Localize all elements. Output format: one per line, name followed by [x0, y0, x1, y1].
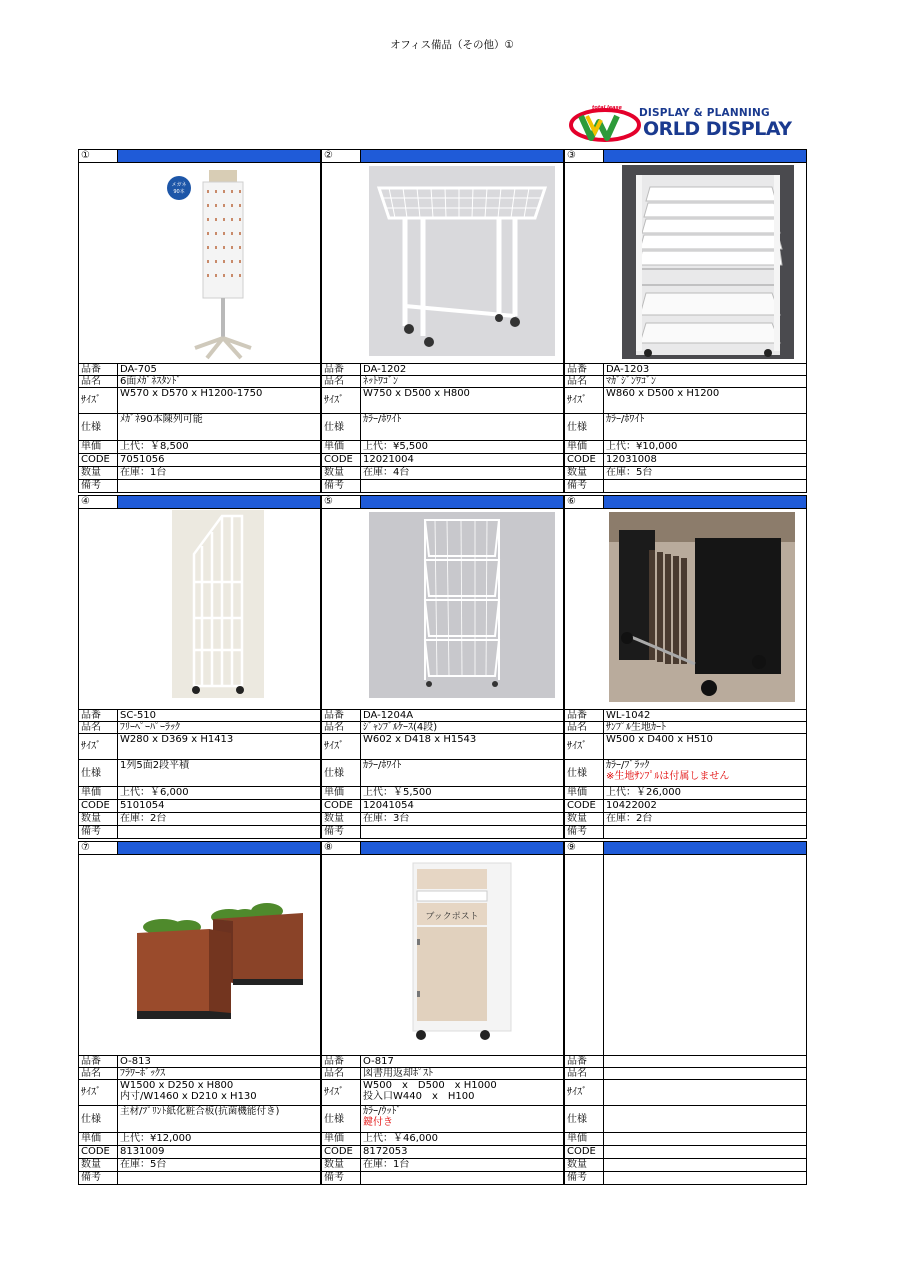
size-value	[603, 1079, 807, 1106]
suuryou-label: 数量	[321, 466, 361, 480]
shiyou-line-2: ※生地ｻﾝﾌﾟﾙは付属しません	[606, 771, 730, 782]
shiyou-value	[360, 1105, 564, 1133]
tanka-value: 上代：￥46,000	[360, 1132, 564, 1146]
hinban-value: O-813	[117, 1055, 321, 1068]
hinmei-value: ﾌﾗﾜｰﾎﾞｯｸｽ	[117, 1067, 321, 1080]
size-line-2: 投入口W440 x H100	[363, 1091, 475, 1102]
item-photo-cell	[321, 508, 564, 710]
bikou-value	[603, 825, 807, 839]
size-line-1: W500 x D500 x H1000	[363, 1080, 497, 1091]
code-value	[603, 1145, 807, 1159]
world-display-logo	[569, 104, 805, 142]
header-bar	[603, 149, 807, 163]
size-value	[117, 387, 321, 414]
size-label: ｻｲｽﾞ	[564, 387, 604, 414]
page-title: オフィス備品（その他）①	[390, 39, 514, 51]
suuryou-value: 在庫：4台	[360, 466, 564, 480]
code-value: 8131009	[117, 1145, 321, 1159]
shiyou-line-1: ｶﾗｰ/ﾌﾞﾗｯｸ	[606, 760, 650, 771]
suuryou-value: 在庫：5台	[117, 1158, 321, 1172]
hinmei-value: 6面ﾒｶﾞﾈｽﾀﾝﾄﾞ	[117, 375, 321, 388]
tanka-value	[603, 1132, 807, 1146]
net-wagon-photo	[369, 166, 555, 356]
hinban-value: DA-1204A	[360, 709, 564, 722]
shiyou-value	[603, 413, 807, 441]
code-label: CODE	[321, 799, 361, 813]
tanka-label: 単価	[78, 1132, 118, 1146]
w-logo-icon	[569, 108, 641, 142]
hinmei-label: 品名	[564, 721, 604, 734]
bikou-value	[360, 825, 564, 839]
hinmei-value: ﾏｶﾞｼﾞﾝﾜｺﾞﾝ	[603, 375, 807, 388]
hinban-value: DA-1203	[603, 363, 807, 376]
size-value	[117, 1079, 321, 1106]
shiyou-value	[117, 759, 321, 787]
hinmei-value: ｻﾝﾌﾟﾙ生地ｶｰﾄ	[603, 721, 807, 734]
bikou-label: 備考	[78, 1171, 118, 1185]
size-line-1: W750 x D500 x H800	[363, 388, 470, 399]
tanka-label: 単価	[321, 1132, 361, 1146]
suuryou-label: 数量	[564, 466, 604, 480]
code-value: 5101054	[117, 799, 321, 813]
logo-tagline: DISPLAY & PLANNING	[639, 107, 770, 119]
code-label: CODE	[564, 799, 604, 813]
item-number: ④	[78, 495, 118, 509]
product-row-3	[78, 841, 807, 1187]
shiyou-value	[117, 413, 321, 441]
code-value: 8172053	[360, 1145, 564, 1159]
suuryou-value: 在庫：2台	[603, 812, 807, 826]
item-number: ③	[564, 149, 604, 163]
item-photo-cell	[564, 508, 807, 710]
hinmei-value: ｼﾞｬﾝﾌﾞﾙｹｰｽ(4段)	[360, 721, 564, 734]
item-photo-cell	[78, 162, 321, 364]
bikou-label: 備考	[564, 1171, 604, 1185]
item-photo-cell	[78, 508, 321, 710]
bikou-label: 備考	[78, 479, 118, 493]
svg-text:メガネ: メガネ	[171, 182, 187, 188]
tanka-value: 上代：¥12,000	[117, 1132, 321, 1146]
hinban-label: 品番	[564, 363, 604, 376]
size-label: ｻｲｽﾞ	[78, 1079, 118, 1106]
hinban-value: WL-1042	[603, 709, 807, 722]
bikou-label: 備考	[78, 825, 118, 839]
shiyou-label: 仕様	[321, 413, 361, 441]
code-value: 10422002	[603, 799, 807, 813]
tanka-value: 上代：￥8,500	[117, 440, 321, 454]
shiyou-line-2: 鍵付き	[363, 1117, 393, 1128]
shiyou-line-1: ﾒｶﾞﾈ90本陳列可能	[120, 414, 203, 425]
item-photo-cell	[321, 162, 564, 364]
header-bar	[360, 841, 564, 855]
hinmei-label: 品名	[564, 1067, 604, 1080]
tanka-label: 単価	[564, 440, 604, 454]
suuryou-label: 数量	[321, 1158, 361, 1172]
item-number: ⑦	[78, 841, 118, 855]
shiyou-label: 仕様	[78, 413, 118, 441]
code-label: CODE	[564, 1145, 604, 1159]
svg-text:90本: 90本	[173, 189, 185, 195]
bikou-label: 備考	[321, 825, 361, 839]
code-label: CODE	[321, 453, 361, 467]
item-photo-cell	[603, 854, 807, 1056]
book-post-label: ブックポスト	[425, 912, 479, 922]
hinmei-label: 品名	[78, 1067, 118, 1080]
fabric-cart-photo	[609, 512, 795, 702]
bikou-value	[117, 1171, 321, 1185]
hinban-value: O-817	[360, 1055, 564, 1068]
shiyou-line-1: ｶﾗｰ/ﾎﾜｲﾄ	[363, 414, 402, 425]
header-bar	[360, 495, 564, 509]
size-label: ｻｲｽﾞ	[321, 1079, 361, 1106]
tanka-label: 単価	[564, 786, 604, 800]
suuryou-value: 在庫：5台	[603, 466, 807, 480]
suuryou-label: 数量	[78, 466, 118, 480]
hinmei-label: 品名	[321, 721, 361, 734]
suuryou-label: 数量	[321, 812, 361, 826]
suuryou-label: 数量	[564, 1158, 604, 1172]
hinban-label: 品番	[564, 1055, 604, 1068]
code-value: 12021004	[360, 453, 564, 467]
book-post-photo	[407, 861, 517, 1041]
suuryou-label: 数量	[78, 1158, 118, 1172]
hinban-label: 品番	[321, 363, 361, 376]
shiyou-label: 仕様	[321, 759, 361, 787]
jumble-case-photo	[369, 512, 555, 698]
tanka-label: 単価	[78, 786, 118, 800]
bikou-value	[603, 1171, 807, 1185]
hinmei-label: 品名	[78, 375, 118, 388]
suuryou-label: 数量	[564, 812, 604, 826]
hinmei-label: 品名	[321, 1067, 361, 1080]
shiyou-label: 仕様	[78, 759, 118, 787]
tanka-label: 単価	[564, 1132, 604, 1146]
hinmei-label: 品名	[321, 375, 361, 388]
hinban-label: 品番	[78, 709, 118, 722]
bikou-value	[117, 479, 321, 493]
size-value	[360, 1079, 564, 1106]
hinmei-value: 図書用返却ﾎﾟｽﾄ	[360, 1067, 564, 1080]
item-photo-cell-left	[564, 854, 604, 1056]
shiyou-value	[360, 413, 564, 441]
bikou-value	[603, 479, 807, 493]
code-value: 12031008	[603, 453, 807, 467]
eyeglass-stand-photo	[167, 168, 267, 363]
product-row-2	[78, 495, 807, 841]
hinban-value: SC-510	[117, 709, 321, 722]
item-photo-cell	[321, 854, 564, 1056]
bikou-label: 備考	[564, 479, 604, 493]
bikou-value	[117, 825, 321, 839]
shiyou-value	[360, 759, 564, 787]
hinmei-value: ﾈｯﾄﾜｺﾞﾝ	[360, 375, 564, 388]
item-photo-cell	[564, 162, 807, 364]
size-value	[360, 387, 564, 414]
header-bar	[603, 495, 807, 509]
shiyou-line-1: ｶﾗｰ/ﾎﾜｲﾄ	[363, 760, 402, 771]
size-line-2: 内寸/W1460 x D210 x H130	[120, 1091, 257, 1102]
code-value: 12041054	[360, 799, 564, 813]
hinban-value: DA-1202	[360, 363, 564, 376]
shiyou-label: 仕様	[321, 1105, 361, 1133]
shiyou-line-1: 主材/ﾌﾟﾘﾝﾄ紙化粧合板(抗菌機能付き)	[120, 1106, 280, 1117]
item-number: ①	[78, 149, 118, 163]
code-value: 7051056	[117, 453, 321, 467]
shiyou-label: 仕様	[78, 1105, 118, 1133]
tanka-value: 上代：￥26,000	[603, 786, 807, 800]
shiyou-label: 仕様	[564, 759, 604, 787]
hinmei-label: 品名	[78, 721, 118, 734]
size-line-1: W602 x D418 x H1543	[363, 734, 477, 745]
suuryou-value: 在庫：3台	[360, 812, 564, 826]
size-label: ｻｲｽﾞ	[564, 733, 604, 760]
logo-small-tag: total lease	[592, 105, 622, 111]
suuryou-label: 数量	[78, 812, 118, 826]
shiyou-line-1: 1列5面2段平積	[120, 760, 190, 771]
size-label: ｻｲｽﾞ	[78, 387, 118, 414]
bikou-label: 備考	[321, 479, 361, 493]
shiyou-value	[117, 1105, 321, 1133]
code-label: CODE	[78, 1145, 118, 1159]
logo-brand: ORLD DISPLAY	[643, 118, 792, 140]
hinmei-label: 品名	[564, 375, 604, 388]
bikou-value	[360, 479, 564, 493]
magazine-wagon-photo	[622, 165, 794, 359]
hinban-value: DA-705	[117, 363, 321, 376]
size-value	[117, 733, 321, 760]
code-label: CODE	[564, 453, 604, 467]
size-label: ｻｲｽﾞ	[321, 387, 361, 414]
tanka-label: 単価	[78, 440, 118, 454]
size-line-1: W570 x D570 x H1200-1750	[120, 388, 263, 399]
item-number: ②	[321, 149, 361, 163]
shiyou-label: 仕様	[564, 1105, 604, 1133]
shiyou-value	[603, 1105, 807, 1133]
suuryou-value	[603, 1158, 807, 1172]
item-number: ⑥	[564, 495, 604, 509]
item-number: ⑨	[564, 841, 604, 855]
shiyou-value	[603, 759, 807, 787]
bikou-label: 備考	[564, 825, 604, 839]
hinban-label: 品番	[321, 1055, 361, 1068]
code-label: CODE	[321, 1145, 361, 1159]
size-label: ｻｲｽﾞ	[564, 1079, 604, 1106]
tanka-value: 上代：¥5,500	[360, 440, 564, 454]
header-bar	[117, 495, 321, 509]
size-line-1: W860 x D500 x H1200	[606, 388, 720, 399]
size-label: ｻｲｽﾞ	[78, 733, 118, 760]
item-number: ⑤	[321, 495, 361, 509]
product-row-1	[78, 149, 807, 495]
hinban-label: 品番	[78, 1055, 118, 1068]
shiyou-label: 仕様	[564, 413, 604, 441]
suuryou-value: 在庫：1台	[360, 1158, 564, 1172]
size-value	[603, 387, 807, 414]
size-line-1: W1500 x D250 x H800	[120, 1080, 234, 1091]
suuryou-value: 在庫：2台	[117, 812, 321, 826]
product-grid	[78, 149, 807, 1187]
item-number: ⑧	[321, 841, 361, 855]
hinban-label: 品番	[564, 709, 604, 722]
hinban-label: 品番	[78, 363, 118, 376]
tanka-value: 上代：￥6,000	[117, 786, 321, 800]
tanka-label: 単価	[321, 440, 361, 454]
header-bar	[117, 149, 321, 163]
size-line-1: W500 x D400 x H510	[606, 734, 713, 745]
flower-box-photo	[137, 897, 307, 1025]
size-line-1: W280 x D369 x H1413	[120, 734, 234, 745]
code-label: CODE	[78, 453, 118, 467]
item-photo-cell	[78, 854, 321, 1056]
tanka-label: 単価	[321, 786, 361, 800]
tanka-value: 上代：￥5,500	[360, 786, 564, 800]
shiyou-line-1: ｶﾗｰ/ｳｯﾄﾞ	[363, 1106, 402, 1117]
hinmei-value: ﾌﾘｰﾍﾟｰﾊﾟｰﾗｯｸ	[117, 721, 321, 734]
size-label: ｻｲｽﾞ	[321, 733, 361, 760]
shiyou-line-1: ｶﾗｰ/ﾎﾜｲﾄ	[606, 414, 645, 425]
bikou-value	[360, 1171, 564, 1185]
free-paper-rack-photo	[172, 510, 264, 698]
hinban-label: 品番	[321, 709, 361, 722]
size-value	[603, 733, 807, 760]
suuryou-value: 在庫：1台	[117, 466, 321, 480]
header-bar	[117, 841, 321, 855]
header-bar	[360, 149, 564, 163]
tanka-value: 上代：¥10,000	[603, 440, 807, 454]
bikou-label: 備考	[321, 1171, 361, 1185]
header-bar	[603, 841, 807, 855]
size-value	[360, 733, 564, 760]
code-label: CODE	[78, 799, 118, 813]
